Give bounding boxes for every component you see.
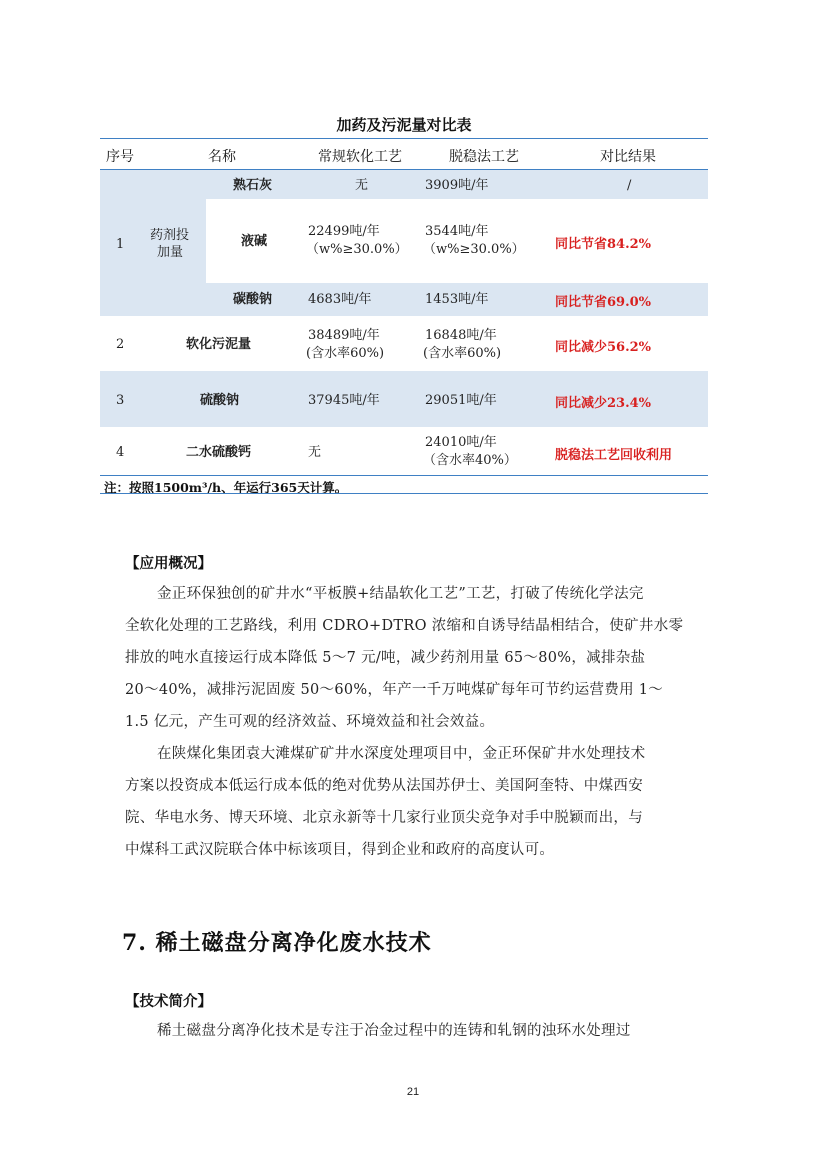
header-result: 对比结果: [600, 149, 656, 165]
row-soda-proc: 1453吨/年: [425, 292, 489, 307]
header-name: 名称: [208, 149, 236, 165]
row2-result: 同比减少56.2%: [555, 340, 652, 355]
row2-proc2: (含水率60%): [423, 346, 502, 361]
paragraph-application-2: [125, 738, 705, 866]
section-title: 7. 稀土磁盘分离净化废水技术: [122, 930, 432, 956]
paragraph-line: 院、华电水务、博天环境、北京永新等十几家行业顶尖竞争对手中脱颖而出，与: [125, 810, 643, 826]
row-caustic-result: 同比节省84.2%: [555, 237, 652, 252]
row2-seq: 2: [116, 337, 125, 352]
header-seq: 序号: [106, 149, 134, 165]
row-caustic-proc2: （w%≥30.0%）: [423, 242, 525, 257]
row-lime-proc: 3909吨/年: [425, 178, 489, 193]
row4-proc1: 24010吨/年: [425, 435, 497, 450]
row-soda-conv: 4683吨/年: [308, 292, 372, 307]
row-caustic-conv2: （w%≥30.0%）: [306, 242, 408, 257]
paragraph-intro: [125, 1015, 705, 1047]
paragraph-line: 1.5 亿元，产生可观的经济效益、环境效益和社会效益。: [125, 714, 495, 730]
row-caustic-name: 液碱: [241, 234, 268, 249]
row4-result: 脱稳法工艺回收利用: [555, 448, 673, 463]
paragraph-line: 在陕煤化集团袁大滩煤矿矿井水深度处理项目中，金正环保矿井水处理技术: [157, 746, 646, 762]
row2-name: 软化污泥量: [186, 337, 252, 352]
paragraph-line: 20～40%，减排污泥固废 50～60%，年产一千万吨煤矿每年可节约运营费用 1～: [125, 682, 664, 698]
row3-seq: 3: [116, 393, 125, 408]
row4-seq: 4: [116, 445, 125, 460]
row-caustic-proc1: 3544吨/年: [425, 224, 489, 239]
row-soda-result: 同比节省69.0%: [555, 295, 652, 310]
row-lime-name: 熟石灰: [233, 178, 273, 193]
paragraph-line: 稀土磁盘分离净化技术是专注于冶金过程中的连铸和轧钢的浊环水处理过: [157, 1023, 631, 1039]
page-number: 21: [406, 1086, 420, 1098]
row2-proc1: 16848吨/年: [425, 328, 497, 343]
table-bottom-rule: [100, 493, 708, 494]
row-caustic-conv1: 22499吨/年: [308, 224, 380, 239]
paragraph-line: 排放的吨水直接运行成本降低 5～7 元/吨，减少药剂用量 65～80%，减排杂盐: [125, 650, 646, 666]
row2-conv1: 38489吨/年: [308, 328, 380, 343]
table-caption: 加药及污泥量对比表: [336, 116, 472, 134]
group1-label-line2: 加量: [157, 245, 184, 260]
row3-name: 硫酸钠: [200, 393, 240, 408]
section-heading-application: 【应用概况】: [125, 555, 212, 572]
row4-proc2: （含水率40%）: [423, 453, 517, 468]
header-process: 脱稳法工艺: [449, 149, 519, 165]
table-note: 注：按照1500m³/h、年运行365天计算。: [104, 480, 348, 495]
row3-conv: 37945吨/年: [308, 393, 380, 408]
paragraph-application-1: [125, 578, 705, 738]
header-conventional: 常规软化工艺: [318, 149, 402, 165]
group1-label-line1: 药剂投: [150, 228, 190, 243]
group1-seq: 1: [116, 237, 125, 252]
row3-proc: 29051吨/年: [425, 393, 497, 408]
table-note-rule: [100, 475, 708, 476]
section-heading-intro: 【技术简介】: [125, 993, 212, 1010]
row-lime-conv: 无: [355, 178, 369, 193]
row3-result: 同比减少23.4%: [555, 396, 652, 411]
paragraph-line: 全软化处理的工艺路线，利用 CDRO+DTRO 浓缩和自诱导结晶相结合，使矿井水零: [125, 618, 684, 634]
row4-name: 二水硫酸钙: [186, 445, 252, 460]
paragraph-line: 中煤科工武汉院联合体中标该项目，得到企业和政府的高度认可。: [125, 842, 555, 858]
row-soda-name: 碳酸钠: [233, 292, 273, 307]
row-lime-result: /: [627, 178, 632, 193]
paragraph-line: 金正环保独创的矿井水“平板膜+结晶软化工艺”工艺，打破了传统化学法完: [157, 586, 644, 602]
paragraph-line: 方案以投资成本低运行成本低的绝对优势从法国苏伊士、美国阿奎特、中煤西安: [125, 778, 643, 794]
table-top-rule: [100, 138, 708, 139]
row2-conv2: (含水率60%): [306, 346, 385, 361]
row4-conv: 无: [308, 445, 322, 460]
